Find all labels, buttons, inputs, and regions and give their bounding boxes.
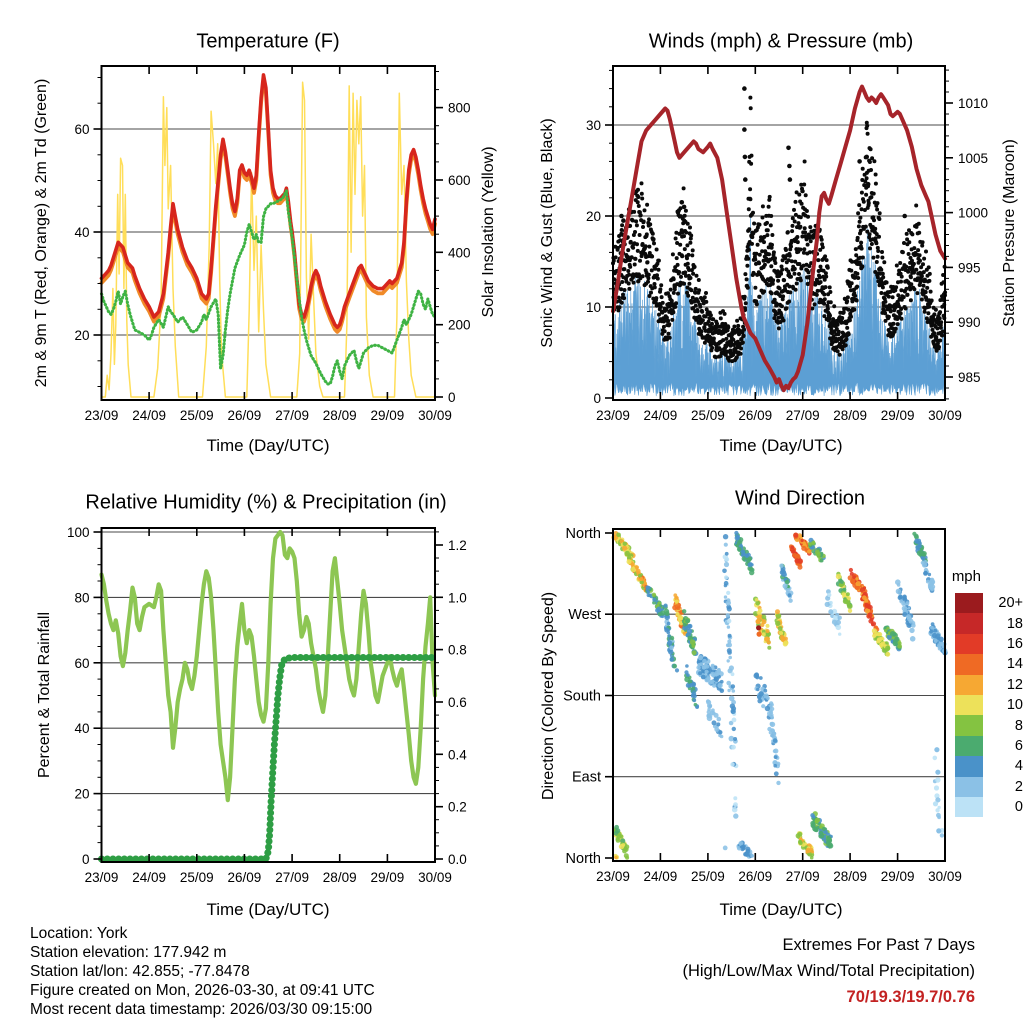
station-latlon: Station lat/lon: 42.855; -77.8478: [30, 963, 250, 980]
colorbar-label: 20+: [998, 595, 1023, 612]
svg-text:29/09: 29/09: [880, 408, 915, 423]
solar-insolation-axis-label: Solar Insolation (Yellow): [480, 146, 497, 318]
svg-text:East: East: [571, 769, 601, 786]
colorbar-label: 4: [1014, 758, 1023, 775]
temperature-chart-title: Temperature (F): [196, 30, 340, 53]
colorbar-segment: [955, 593, 983, 613]
colorbar-segment: [955, 675, 983, 695]
svg-text:28/09: 28/09: [322, 870, 357, 885]
svg-text:0.6: 0.6: [448, 695, 467, 710]
station-pressure-axis-label: Station Pressure (Maroon): [1001, 139, 1018, 327]
temperature-y-axis-label: 2m & 9m T (Red, Orange) & 2m Td (Green): [33, 78, 50, 388]
svg-text:25/09: 25/09: [691, 869, 725, 884]
svg-text:North: North: [565, 851, 601, 867]
svg-text:30/09: 30/09: [928, 869, 962, 884]
colorbar-label: 12: [1006, 676, 1023, 693]
colorbar-segment: [955, 695, 983, 715]
extremes-subheading: (High/Low/Max Wind/Total Precipitation): [682, 962, 975, 980]
rh-precip-chart-title: Relative Humidity (%) & Precipitation (in): [85, 491, 447, 514]
colorbar-segment: [955, 736, 983, 756]
colorbar-segment: [955, 756, 983, 776]
colorbar-segment: [955, 797, 983, 817]
colorbar-segment: [955, 715, 983, 735]
svg-text:28/09: 28/09: [833, 869, 867, 884]
winds-x-axis-title: Time (Day/UTC): [719, 436, 843, 455]
svg-text:24/09: 24/09: [643, 408, 678, 423]
svg-text:26/09: 26/09: [738, 408, 773, 423]
svg-text:South: South: [563, 688, 601, 705]
extremes-values: 70/19.3/19.7/0.76: [846, 988, 975, 1006]
svg-text:0: 0: [448, 390, 456, 405]
extremes-heading: Extremes For Past 7 Days: [782, 936, 975, 954]
svg-text:30/09: 30/09: [418, 870, 452, 885]
svg-text:25/09: 25/09: [691, 408, 725, 423]
svg-text:990: 990: [958, 315, 981, 331]
svg-text:1010: 1010: [958, 96, 989, 111]
svg-text:26/09: 26/09: [227, 408, 262, 423]
svg-text:40: 40: [74, 721, 90, 737]
rh-x-axis-title: Time (Day/UTC): [206, 900, 330, 919]
direction-x-axis-title: Time (Day/UTC): [719, 900, 843, 919]
svg-text:West: West: [568, 607, 601, 624]
figure-created-timestamp: Figure created on Mon, 2026-03-30, at 09:41 UTC: [30, 982, 375, 999]
svg-text:0.8: 0.8: [448, 642, 467, 658]
wind-gust-y-axis-label: Sonic Wind & Gust (Blue, Black): [539, 118, 556, 348]
svg-text:23/09: 23/09: [596, 869, 630, 884]
svg-text:24/09: 24/09: [132, 408, 166, 423]
colorbar-segment: [955, 634, 983, 654]
temperature-x-axis-title: Time (Day/UTC): [206, 436, 330, 455]
svg-text:20: 20: [74, 328, 90, 343]
colorbar-label: 6: [1014, 738, 1023, 754]
svg-text:29/09: 29/09: [370, 870, 405, 885]
svg-text:29/09: 29/09: [370, 408, 405, 423]
rh-y-axis-label: Percent & Total Rainfall: [36, 611, 53, 779]
station-location: Location: York: [30, 925, 128, 942]
svg-text:26/09: 26/09: [227, 870, 262, 885]
svg-text:24/09: 24/09: [132, 870, 166, 885]
svg-text:10: 10: [585, 300, 601, 315]
svg-text:800: 800: [448, 100, 471, 116]
svg-text:23/09: 23/09: [84, 870, 119, 885]
direction-y-axis-label: Direction (Colored By Speed): [540, 591, 557, 801]
colorbar-segment: [955, 777, 983, 797]
svg-text:North: North: [565, 526, 601, 542]
station-elevation: Station elevation: 177.942 m: [30, 944, 227, 961]
svg-text:200: 200: [448, 317, 471, 333]
colorbar-label: 2: [1014, 778, 1023, 795]
colorbar-label: 18: [1006, 615, 1023, 632]
svg-text:60: 60: [74, 655, 90, 671]
svg-text:23/09: 23/09: [84, 408, 119, 423]
colorbar-label: 0: [1014, 799, 1023, 816]
colorbar-label: 10: [1006, 697, 1023, 714]
colorbar-label: 14: [1006, 656, 1023, 673]
svg-text:985: 985: [958, 370, 981, 385]
svg-text:29/09: 29/09: [880, 869, 915, 884]
svg-text:600: 600: [448, 173, 471, 188]
svg-text:30/09: 30/09: [418, 408, 452, 423]
svg-text:0: 0: [81, 852, 90, 867]
svg-text:27/09: 27/09: [785, 869, 820, 884]
svg-text:23/09: 23/09: [596, 408, 630, 423]
svg-text:25/09: 25/09: [179, 870, 214, 885]
svg-text:40: 40: [74, 225, 90, 240]
svg-text:60: 60: [74, 122, 90, 137]
svg-text:27/09: 27/09: [275, 870, 309, 885]
colorbar-segment: [955, 613, 983, 633]
winds-pressure-chart-title: Winds (mph) & Pressure (mb): [648, 30, 914, 53]
svg-text:28/09: 28/09: [322, 408, 357, 423]
svg-text:0.2: 0.2: [448, 799, 467, 815]
svg-text:80: 80: [74, 590, 90, 606]
svg-text:28/09: 28/09: [833, 408, 867, 423]
svg-text:1000: 1000: [958, 205, 989, 221]
colorbar-label: 8: [1014, 717, 1023, 734]
svg-text:26/09: 26/09: [738, 869, 773, 884]
wind-direction-chart-title: Wind Direction: [734, 487, 866, 510]
svg-text:25/09: 25/09: [179, 408, 214, 423]
recent-data-timestamp: Most recent data timestamp: 2026/03/30 09:15:00: [30, 1001, 373, 1018]
svg-text:1.0: 1.0: [448, 590, 467, 606]
svg-text:1005: 1005: [958, 150, 989, 166]
svg-text:20: 20: [585, 209, 601, 224]
svg-text:30: 30: [585, 118, 601, 133]
svg-text:995: 995: [958, 260, 981, 276]
svg-text:27/09: 27/09: [275, 408, 309, 423]
svg-text:24/09: 24/09: [643, 869, 678, 884]
svg-text:27/09: 27/09: [785, 408, 820, 423]
svg-text:0: 0: [593, 391, 601, 406]
svg-text:0.0: 0.0: [448, 852, 467, 867]
colorbar-label: 16: [1006, 636, 1023, 652]
colorbar-segment: [955, 654, 983, 674]
svg-text:20: 20: [74, 786, 90, 802]
svg-text:30/09: 30/09: [928, 408, 962, 423]
svg-text:0.4: 0.4: [448, 747, 467, 763]
svg-text:1.2: 1.2: [448, 538, 467, 553]
colorbar-title: mph: [951, 568, 981, 585]
svg-text:400: 400: [448, 245, 471, 261]
svg-text:100: 100: [66, 525, 90, 540]
